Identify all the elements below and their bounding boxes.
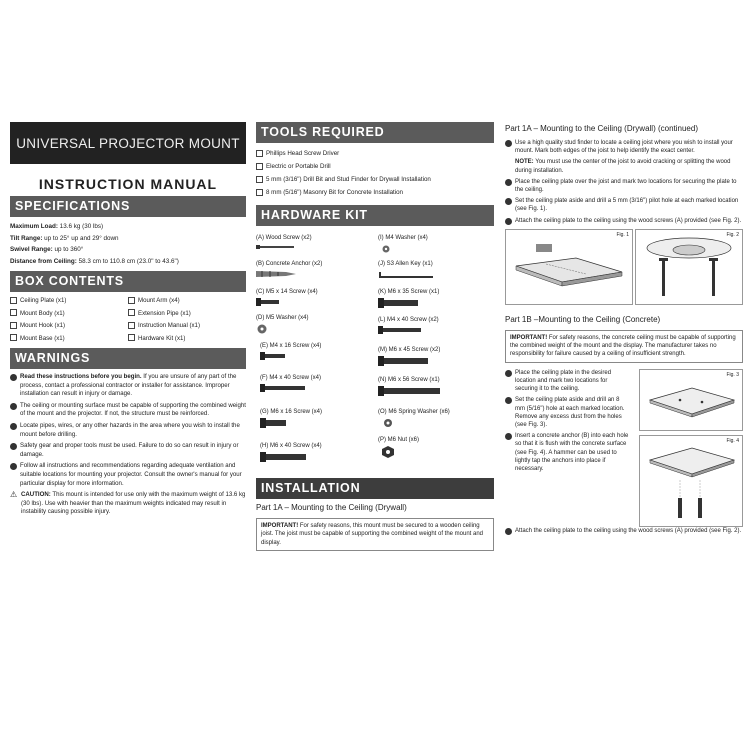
hardware-item: (O) M6 Spring Washer (x6) — [378, 408, 450, 428]
warning-item: Follow all instructions and recommendations regarding adequate ventilation and suitable locations for mounting your projector. Consult the owner's manual for your particular display for more information. — [10, 462, 246, 488]
figures-drywall — [505, 229, 743, 307]
checkbox-icon — [10, 322, 17, 329]
checkbox-icon — [128, 322, 135, 329]
box-contents-list — [10, 296, 246, 343]
screw-icon — [378, 326, 428, 334]
hardware-item: (N) M6 x 56 Screw (x1) — [378, 376, 448, 396]
bullet-icon — [10, 443, 17, 450]
warning-item: The ceiling or mounting surface must be capable of supporting the combined weight of the mount and the projector. If not, the structure must be reinforced. — [10, 402, 246, 419]
warning-item: Read these instructions before you begin. If you are unsure of any part of the process, contact a professional contractor or installer for assistance. Improper installation can result in injury or damage. — [10, 373, 246, 399]
column-middle — [256, 122, 494, 551]
screw-icon — [378, 298, 428, 308]
washer-icon — [378, 244, 392, 254]
hardware-item: (F) M4 x 40 Screw (x4) — [260, 374, 321, 392]
figure-1: Fig. 1 — [505, 229, 633, 305]
step-number-icon — [505, 528, 512, 535]
step-item: Attach the ceiling plate to the ceiling using the wood screws (A) provided (see Fig. 2). — [505, 217, 743, 225]
step-number-icon — [505, 198, 512, 205]
checkbox-icon — [10, 334, 17, 341]
spec-row: Maximum Load: 13.6 kg (30 lbs) — [10, 223, 104, 230]
list-item: 5 mm (3/16") Drill Bit and Stud Finder for Drywall Installation — [256, 173, 494, 186]
ceiling-plate-screws-illustration — [636, 230, 742, 304]
list-item: Extension Pipe (x1) — [128, 309, 246, 319]
hardware-item: (G) M6 x 16 Screw (x4) — [260, 408, 322, 428]
nut-icon — [378, 446, 398, 458]
checkbox-icon — [128, 297, 135, 304]
checkbox-icon — [10, 309, 17, 316]
installation-heading: INSTALLATION — [256, 478, 494, 499]
tools-list — [256, 147, 494, 199]
hardware-item: (E) M4 x 16 Screw (x4) — [260, 342, 321, 360]
warning-item: Locate pipes, wires, or any other hazards in the area where you wish to install the mount before drilling. — [10, 422, 246, 439]
hardware-item: (K) M6 x 35 Screw (x1) — [378, 288, 439, 308]
part-title: Part 1A – Mounting to the Ceiling (Drywall) — [256, 503, 407, 512]
screw-icon — [260, 418, 290, 428]
ceiling-holes-illustration — [640, 370, 742, 430]
screw-icon — [260, 352, 290, 360]
warning-item: Safety gear and proper tools must be used. Failure to do so can result in injury or damage. — [10, 442, 246, 459]
note: NOTE: You must use the center of the joist to avoid cracking or splitting the wood during installation. — [515, 159, 731, 174]
list-item: Hardware Kit (x1) — [128, 334, 246, 344]
important-notice: IMPORTANT! For safety reasons, this mount must be secured to a wooden ceiling joist. The joist must be capable of supporting the combined weight of the mount and display. — [256, 518, 494, 551]
product-banner: UNIVERSAL PROJECTOR MOUNT — [10, 122, 246, 164]
concrete-steps-list — [505, 369, 631, 476]
hardware-item: (I) M4 Washer (x4) — [378, 234, 428, 254]
spec-row: Distance from Ceiling: 58.3 cm to 110.8 cm (23.0" to 43.6") — [10, 257, 179, 265]
checkbox-icon — [256, 189, 263, 196]
figure-3: Fig. 3 — [639, 369, 743, 431]
screw-icon — [260, 384, 310, 392]
step-number-icon — [505, 218, 512, 225]
hardware-item: (M) M6 x 45 Screw (x2) — [378, 346, 440, 366]
step-item: Set the ceiling plate aside and drill a 5 mm (3/16") pilot hole at each marked location (see Fig. 1). — [505, 197, 743, 213]
checkbox-icon — [256, 176, 263, 183]
hardware-item: (D) M5 Washer (x4) — [256, 314, 308, 334]
final-step — [505, 527, 743, 538]
checkbox-icon — [128, 309, 135, 316]
hardware-heading: HARDWARE KIT — [256, 205, 494, 226]
concrete-steps — [505, 369, 743, 547]
list-item: Mount Hook (x1) — [10, 321, 128, 331]
list-item: Ceiling Plate (x1) — [10, 296, 128, 306]
specifications-heading: SPECIFICATIONS — [10, 196, 246, 217]
step-item: Place the ceiling plate in the desired location and mark two locations for securing it to the ceiling. — [505, 369, 631, 394]
bullet-icon — [10, 403, 17, 410]
hardware-item: (P) M6 Nut (x6) — [378, 436, 419, 458]
step-number-icon — [505, 370, 512, 377]
step-item: Use a high quality stud finder to locate a ceiling joist where you wish to install your mount. Mark both edges of the joist to help identify the exact center. — [505, 139, 743, 155]
list-item: 8 mm (5/16") Masonry Bit for Concrete Installation — [256, 186, 494, 199]
list-item: Phillips Head Screw Driver — [256, 147, 494, 160]
box-contents-heading: BOX CONTENTS — [10, 271, 246, 292]
specifications-list — [10, 221, 246, 267]
bullet-icon — [10, 463, 17, 470]
concrete-anchor-icon — [256, 270, 296, 278]
bullet-icon — [10, 423, 17, 430]
hardware-kit — [256, 230, 494, 530]
hardware-item: (A) Wood Screw (x2) — [256, 234, 312, 250]
washer-icon — [256, 324, 270, 334]
column-left — [10, 122, 246, 520]
step-number-icon — [505, 140, 512, 147]
concrete-anchors-illustration — [640, 436, 742, 526]
checkbox-icon — [256, 163, 263, 170]
important-notice: IMPORTANT! For safety reasons, the concrete ceiling must be capable of supporting the combined weight of the mount and the display. The manufacturer takes no responsibility for failure caused by a ceiling of insufficient strength. — [505, 330, 743, 363]
ceiling-plate-drill-illustration — [506, 230, 632, 304]
spring-washer-icon — [378, 418, 398, 428]
list-item: Mount Body (x1) — [10, 309, 128, 319]
part-title: Part 1B –Mounting to the Ceiling (Concrete) — [505, 314, 661, 324]
manual-title: INSTRUCTION MANUAL — [38, 176, 218, 192]
step-number-icon — [505, 397, 512, 404]
spec-row: Swivel Range: up to 360° — [10, 246, 84, 253]
screw-icon — [378, 356, 438, 366]
step-item: Attach the ceiling plate to the ceiling using the wood screws (A) provided (see Fig. 2). — [505, 527, 743, 535]
part-title: Part 1A – Mounting to the Ceiling (Drywall) (continued) — [505, 124, 698, 133]
allen-key-icon — [378, 270, 438, 280]
list-item: Instruction Manual (x1) — [128, 321, 246, 331]
checkbox-icon — [128, 334, 135, 341]
tools-heading: TOOLS REQUIRED — [256, 122, 494, 143]
screw-icon — [260, 452, 310, 462]
hardware-item: (L) M4 x 40 Screw (x2) — [378, 316, 439, 334]
step-item: Place the ceiling plate over the joist and mark two locations for securing the plate to the ceiling. — [505, 178, 743, 194]
hardware-item: (C) M5 x 14 Screw (x4) — [256, 288, 318, 306]
warnings-heading: WARNINGS — [10, 348, 246, 369]
spec-row: Tilt Range: up to 25° up and 29° down — [10, 234, 119, 242]
warning-triangle-icon: ⚠ — [10, 490, 18, 500]
list-item: Mount Arm (x4) — [128, 296, 246, 306]
list-item: Mount Base (x1) — [10, 334, 128, 344]
checkbox-icon — [256, 150, 263, 157]
figure-2: Fig. 2 — [635, 229, 743, 305]
bullet-icon — [10, 374, 17, 381]
step-item: Set the ceiling plate aside and drill an 8 mm (5/16") hole at each marked location. Remove any excess dust from the holes (see Fig. 3). — [505, 396, 631, 429]
screw-icon — [378, 386, 448, 396]
screw-icon — [256, 298, 286, 306]
hardware-item: (B) Concrete Anchor (x2) — [256, 260, 322, 278]
step-number-icon — [505, 433, 512, 440]
step-item: Insert a concrete anchor (B) into each hole so that it is flush with the concrete surface (see Fig. 4). A hammer can be used to lightly tap the anchors into place if necessary. — [505, 432, 631, 473]
wood-screw-icon — [256, 244, 296, 250]
hardware-item: (J) S3 Allen Key (x1) — [378, 260, 438, 280]
caution-item: ⚠ CAUTION: This mount is intended for use only with the maximum weight of 13.6 kg (30 lbs). Use with heavier than the maximum weights indicated may result in instability causing possible injury. — [10, 490, 246, 516]
checkbox-icon — [10, 297, 17, 304]
figure-4: Fig. 4 — [639, 435, 743, 527]
list-item: Electric or Portable Drill — [256, 160, 494, 173]
hardware-item: (H) M6 x 40 Screw (x4) — [260, 442, 322, 462]
step-number-icon — [505, 179, 512, 186]
column-right — [505, 122, 743, 547]
